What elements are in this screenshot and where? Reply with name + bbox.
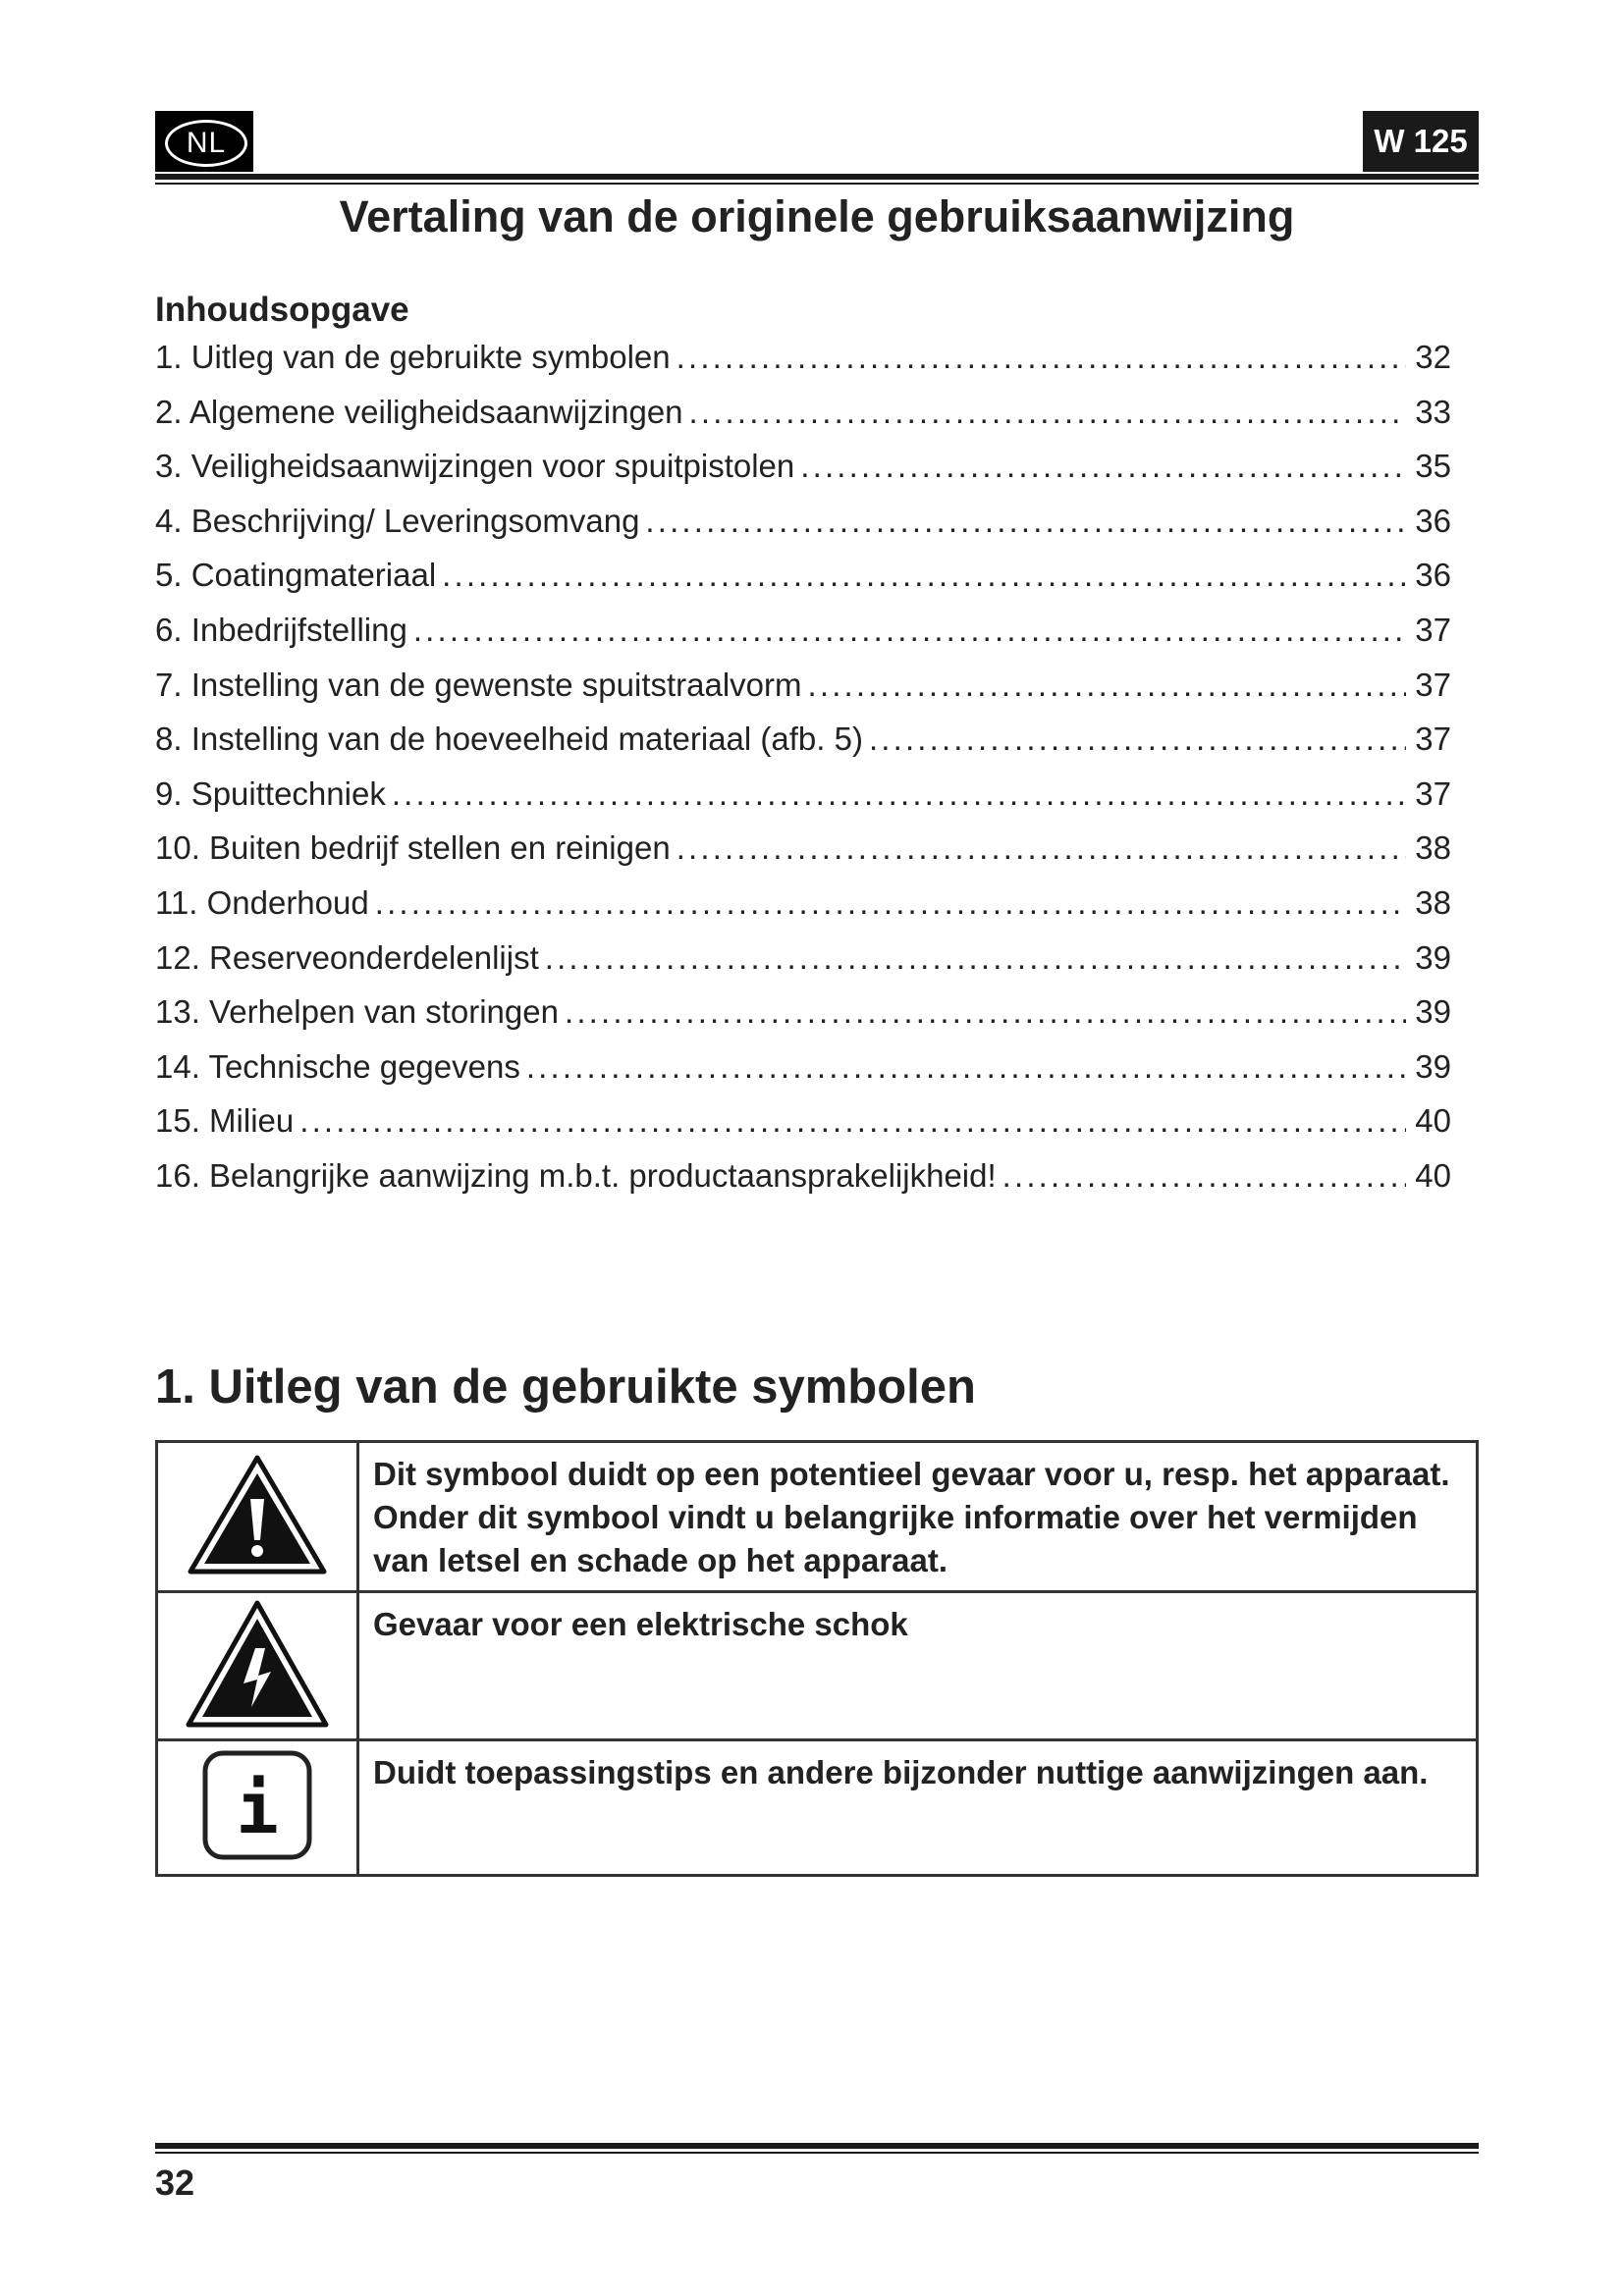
toc-leader	[1002, 1157, 1406, 1195]
toc-item[interactable]	[155, 775, 1451, 830]
header-divider	[155, 174, 1479, 180]
toc-item-label: 10. Buiten bedrijf stellen en reinigen	[155, 829, 671, 867]
toc-leader	[645, 503, 1406, 540]
toc-item[interactable]	[155, 721, 1451, 775]
toc-item-page: 35	[1415, 448, 1451, 485]
toc-item-label: 2. Algemene veiligheidsaanwijzingen	[155, 393, 683, 430]
toc-item-label: 4. Beschrijving/ Leveringsomvang	[155, 502, 640, 539]
toc-leader	[526, 1048, 1406, 1086]
toc-item-page: 33	[1415, 393, 1451, 430]
toc-item[interactable]	[155, 829, 1451, 884]
toc-item[interactable]	[155, 394, 1451, 449]
toc-leader	[442, 557, 1406, 594]
document-title: Vertaling van de originele gebruiksaanwijzing	[339, 191, 1295, 241]
toc-item[interactable]	[155, 939, 1451, 994]
table-of-contents	[155, 339, 1451, 1212]
toc-leader	[375, 884, 1406, 922]
symbol-icon-cell	[157, 1740, 358, 1876]
toc-heading: Inhoudsopgave	[155, 291, 409, 329]
page-header	[155, 111, 1479, 174]
toc-leader	[413, 612, 1406, 649]
language-badge	[155, 111, 253, 172]
language-code: NL	[165, 120, 247, 167]
toc-item-label: 6. Inbedrijfstelling	[155, 611, 407, 648]
toc-item-label: 3. Veiligheidsaanwijzingen voor spuitpistolen	[155, 448, 795, 485]
symbol-description: Gevaar voor een elektrische schok	[358, 1592, 1478, 1740]
toc-item[interactable]	[155, 557, 1451, 612]
table-row	[157, 1740, 1478, 1876]
toc-leader	[689, 394, 1406, 431]
toc-item[interactable]	[155, 884, 1451, 939]
warning-icon	[185, 1452, 330, 1577]
toc-item[interactable]	[155, 612, 1451, 667]
toc-item-page: 36	[1415, 557, 1451, 594]
toc-item-label: 16. Belangrijke aanwijzing m.b.t. productaansprakelijkheid!	[155, 1156, 997, 1194]
toc-item-label: 11. Onderhoud	[155, 883, 369, 921]
toc-item-label: 5. Coatingmateriaal	[155, 557, 437, 594]
table-row	[157, 1442, 1478, 1592]
page-number: 32	[155, 2163, 195, 2203]
toc-item-label: 1. Uitleg van de gebruikte symbolen	[155, 339, 671, 375]
toc-item-label: 14. Technische gegevens	[155, 1047, 520, 1085]
toc-item-page: 36	[1415, 502, 1451, 539]
info-glyph: i	[236, 1767, 279, 1849]
toc-item-page: 39	[1415, 938, 1451, 976]
toc-leader	[677, 339, 1406, 376]
symbol-description: Duidt toepassingstips en andere bijzonder nuttige aanwijzingen aan.	[358, 1740, 1478, 1876]
info-icon	[200, 1748, 314, 1862]
toc-item-label: 9. Spuittechniek	[155, 774, 386, 812]
toc-item-label: 12. Reserveonderdelenlijst	[155, 938, 539, 976]
model-label: W 125	[1363, 111, 1479, 172]
electric-shock-icon	[183, 1597, 332, 1731]
toc-item[interactable]	[155, 339, 1451, 394]
footer-divider	[155, 2143, 1479, 2149]
symbols-table	[155, 1440, 1479, 1877]
toc-item[interactable]	[155, 1157, 1451, 1212]
toc-item-page: 37	[1415, 721, 1451, 758]
toc-item-page: 32	[1415, 339, 1451, 375]
toc-item-page: 38	[1415, 829, 1451, 867]
symbol-description: Dit symbool duidt op een potentieel gevaar voor u, resp. het apparaat. Onder dit symbool vindt u belangrijke informatie over het vermijden van letsel en schade op het apparaat.	[358, 1442, 1478, 1592]
toc-item-label: 7. Instelling van de gewenste spuitstraalvorm	[155, 666, 802, 703]
toc-item[interactable]	[155, 1102, 1451, 1157]
toc-leader	[869, 721, 1406, 758]
toc-item-page: 40	[1415, 1102, 1451, 1140]
toc-leader	[808, 667, 1406, 704]
toc-item-page: 38	[1415, 883, 1451, 921]
toc-leader	[565, 993, 1406, 1031]
toc-leader	[800, 448, 1406, 485]
toc-item-page: 37	[1415, 611, 1451, 648]
toc-item[interactable]	[155, 448, 1451, 503]
toc-item[interactable]	[155, 1048, 1451, 1103]
header-divider-thin	[155, 183, 1479, 185]
symbol-icon-cell	[157, 1442, 358, 1592]
toc-item-page: 40	[1415, 1156, 1451, 1194]
toc-item-page: 37	[1415, 666, 1451, 703]
footer-divider-thin	[155, 2152, 1479, 2154]
toc-leader	[392, 775, 1406, 813]
toc-leader	[545, 939, 1406, 977]
toc-leader	[299, 1102, 1406, 1140]
toc-item[interactable]	[155, 503, 1451, 558]
toc-item-page: 39	[1415, 993, 1451, 1031]
symbol-icon-cell	[157, 1592, 358, 1740]
toc-item[interactable]	[155, 667, 1451, 721]
toc-item-page: 37	[1415, 774, 1451, 812]
table-row	[157, 1592, 1478, 1740]
toc-item-page: 39	[1415, 1047, 1451, 1085]
toc-item-label: 15. Milieu	[155, 1102, 295, 1140]
toc-item-label: 8. Instelling van de hoeveelheid materiaal (afb. 5)	[155, 721, 863, 758]
section-heading: 1. Uitleg van de gebruikte symbolen	[155, 1361, 976, 1414]
toc-leader	[677, 829, 1406, 867]
toc-item[interactable]	[155, 993, 1451, 1048]
toc-item-label: 13. Verhelpen van storingen	[155, 993, 559, 1031]
